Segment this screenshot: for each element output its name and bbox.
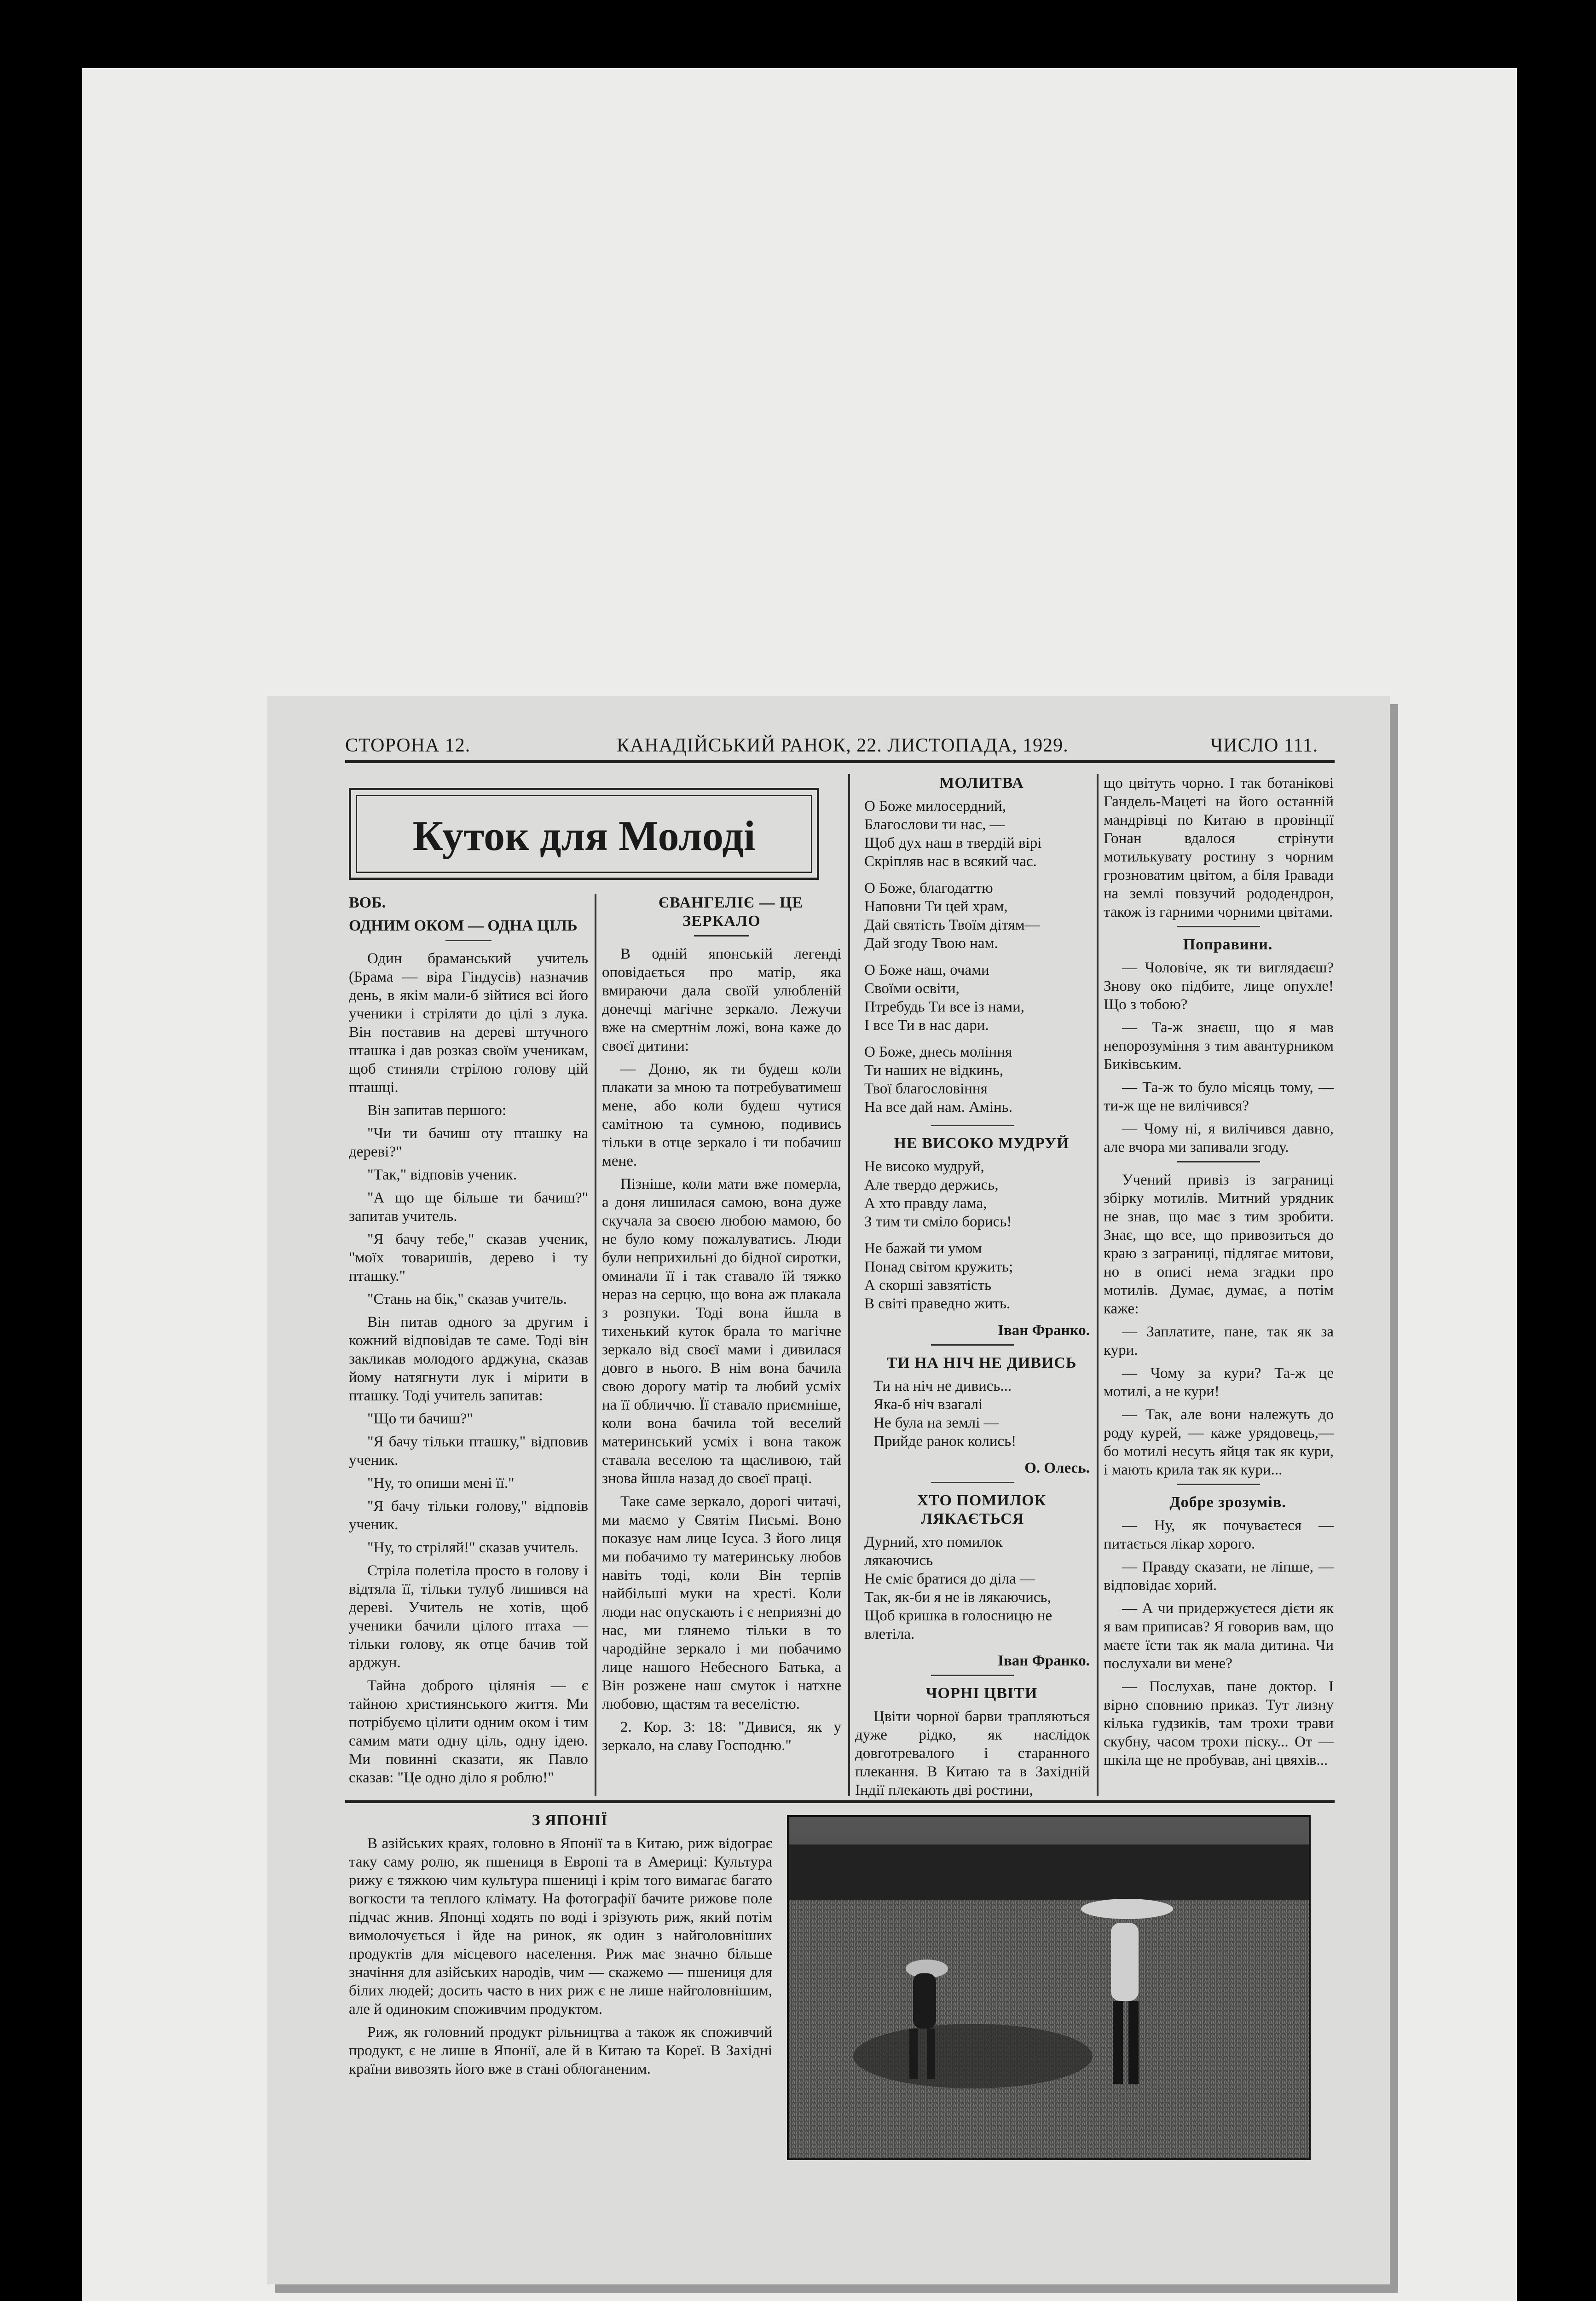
joke-heading: Поправини.: [1183, 936, 1273, 953]
masthead: КАНАДІЙСЬКИЙ РАНОК, 22. ЛИСТОПАДА, 1929.: [617, 735, 1069, 756]
column-1: [349, 894, 588, 1792]
rice-field-photo: [787, 1815, 1311, 2160]
paragraph: — Чому ні, я вилічився давно, але вчора ми запивали згоду.: [1104, 1121, 1334, 1156]
poem-stanza: О Боже, благодаттю Наповни Ти цей храм, Дай святість Твоїм дітям— Дай згоду Твою нам.: [864, 880, 1040, 952]
column-4: [1104, 774, 1334, 1774]
paragraph: "Ну, то опиши мені її.": [367, 1475, 515, 1492]
paragraph: — Та-ж знаєш, що я мав непорозуміння з тим авантурником Биківським.: [1104, 1019, 1334, 1073]
article-heading: З ЯПОНІЇ: [532, 1812, 608, 1829]
separator: [931, 1125, 1014, 1126]
poem-stanza: О Боже, днесь моління Ти наших не відкинь, Твої благословіння На все дай нам. Амінь.: [864, 1044, 1012, 1116]
paragraph: "Так," відповів ученик.: [367, 1167, 517, 1183]
header-rule: [345, 760, 1335, 763]
separator: [931, 1675, 1014, 1676]
paragraph: "А що ще більше ти бачиш?" запитав учитель.: [349, 1190, 588, 1225]
separator: [1177, 926, 1260, 927]
page-number: СТОРОНА 12.: [345, 735, 471, 756]
paragraph: — Доню, як ти будеш коли плакати за мною та потребуватимеш мене, або коли будеш чутися самітною та сумною, подивись тільки в отце зеркало і ти побачиш мене.: [602, 1061, 841, 1169]
issue-number: ЧИСЛО 111.: [1210, 735, 1318, 756]
japan-article: [349, 1811, 772, 2083]
paragraph: В одній японській легенді оповідається про матір, яка вмираючи дала своїй улюбленій донечці магічне зеркало. Лежучи вже на смертнім ложі, вона каже до своєї дитини:: [602, 946, 841, 1054]
paragraph: — Та-ж то було місяць тому, — ти-ж ще не вилічився?: [1104, 1079, 1334, 1114]
paragraph: В азійських краях, головно в Японії та в Китаю, риж відограє таку саму ролю, як пшениця в Европі та в Америці: Культура рижу є тяжкою чим культура пшениці і крім того вимагає багато вогкости та теплого клімату. На фотографії бачите рижове поле підчас жнив. Японці ходять по воді і зрізують риж, який потім вимолочується і йде на ринок, як один з найголовніших продуктів для місцевого населення. Риж має значно більше значіння для азійських народів, чим — скажемо — пшениця для білих людей; досить часто в них риж є не лише найголовнішим, але й одиноким споживчим продуктом.: [349, 1835, 772, 2018]
separator: [445, 940, 492, 941]
poem-author: О. Олесь.: [1024, 1460, 1090, 1476]
paragraph: Риж, як головний продукт рільництва а також як споживчий продукт, є не лише в Японії, але й в Китаю та Кореї. В Західні країни вивозять його вже в стані облоганеним.: [349, 2024, 772, 2077]
paragraph: "Я бачу тільки голову," відповів ученик.: [349, 1498, 588, 1533]
paragraph: — Чому за кури? Та-ж це мотилі, а не кури!: [1104, 1365, 1334, 1400]
paragraph: — Заплатите, пане, так як за кури.: [1104, 1324, 1334, 1359]
poem-author: Іван Франко.: [998, 1653, 1090, 1669]
poem-stanza: Не бажай ти умом Понад світом кружить; А скорші завзятість В світі праведно жить.: [864, 1240, 1013, 1312]
column-3: [855, 774, 1090, 1804]
section-rule: [345, 1800, 1335, 1803]
poem-heading: МОЛИТВА: [939, 775, 1024, 792]
paragraph: Один браманський учитель (Брама — віра Гіндусів) назначив день, в якім мали-б зійтися всі його ученики і стріляти до цілі з лука. Він поставив на дереві штучного пташка і дав розказ своїм ученикам, щоб стиняли стрілою голову цій пташці.: [349, 950, 588, 1096]
article-heading: ЄВАНГЕЛІЄ — ЦЕ ЗЕРКАЛО: [658, 894, 804, 930]
paragraph: — Послухав, пане доктор. І вірно сповнию приказ. Тут лизну кілька гудзиків, там трохи трави скубну, часом трохи піску... От — шкіла ще не пробував, ані цвяхів...: [1104, 1678, 1334, 1769]
paragraph: "Ну, то стріляй!" сказав учитель.: [367, 1539, 578, 1556]
column-rule: [595, 894, 596, 1796]
paragraph: 2. Кор. 3: 18: "Дивися, як у зеркало, на славу Господню.": [602, 1719, 841, 1754]
poem-stanza: Ти на ніч не дивись... Яка-б ніч взагалі Не була на землі — Прийде ранок колись!: [873, 1378, 1017, 1450]
paragraph: — Чоловіче, як ти виглядаєш? Знову око підбите, лице опухле! Що з тобою?: [1104, 960, 1334, 1013]
paragraph: Тайна доброго цілянія — є тайною християнського життя. Ми потрібуємо цілити одним оком і тим самим мати одну ціль, одну ідею. Ми повинні сказати, як Павло сказав: "Це одно діло я роблю!": [349, 1677, 588, 1786]
paragraph: — Правду сказати, не ліпше, — відповідає хорий.: [1104, 1559, 1334, 1594]
separator: [694, 935, 749, 937]
newspaper-page: [267, 696, 1390, 2284]
kicker: ВОБ.: [349, 894, 386, 911]
paragraph: Він запитав першого:: [367, 1102, 507, 1119]
column-rule: [1097, 774, 1099, 1796]
poem-heading: ХТО ПОМИЛОК ЛЯКАЄТЬСЯ: [917, 1492, 1047, 1527]
poem-heading: ТИ НА НІЧ НЕ ДИВИСЬ: [886, 1354, 1077, 1371]
paragraph: Пізніше, коли мати вже померла, а доня лишилася самою, вона дуже скучала за своєю любою мамою, бо не було кому пожалуватись. Люди були неприхильні до бідної сиротки, оминали її і так ставало їй тяжко нераз на серцю, що вона аж плакала з розпуки. Тоді вона йшла в тихенький куток брала то магічне зеркало від своєї мами і дивилася довго в нього. В нім вона бачила свою дорогу матір та любий усміх на її обличчю. Її ставало приємніше, коли вона бачила той веселий материнський усміх і вона також ставала веселою та щасливою, тай знова йшла назад до своєї праці.: [602, 1176, 841, 1487]
separator: [1177, 1161, 1260, 1162]
article-heading: ЧОРНІ ЦВІТИ: [925, 1685, 1038, 1702]
section-title-box: [349, 788, 819, 880]
paragraph: — Так, але вони належуть до роду курей, — каже урядовець,—бо мотилі несуть яйця так як кури, і мають крила так як кури...: [1104, 1406, 1334, 1478]
paragraph: Він питав одного за другим і кожний відповідав те саме. Тоді він закликав молодого арджуна, сказав йому натягнути лук і мірити в пташку. Тоді учитель запитав:: [349, 1314, 588, 1404]
column-rule: [848, 774, 850, 1796]
joke-heading: Добре зрозумів.: [1169, 1494, 1286, 1511]
paragraph: "Чи ти бачиш оту пташку на дереві?": [349, 1125, 588, 1160]
paragraph: "Стань на бік," сказав учитель.: [367, 1291, 567, 1307]
poem-heading: НЕ ВИСОКО МУДРУЙ: [894, 1135, 1070, 1152]
paragraph: що цвітуть чорно. І так ботанікові Гандель-Мацеті на його останній мандрівці по Китаю в провінції Гонан вдалося стрінути мотилькувату ростину з чорним грозноватим цвітом, а біля Іравади на землі повзучий рододендрон, також із гарними чорними цвітами.: [1104, 775, 1334, 920]
paragraph: "Я бачу тебе," сказав ученик, "моїх товаришів, дерево і ту пташку.": [349, 1231, 588, 1284]
paragraph: Таке саме зеркало, дорогі читачі, ми маємо у Святім Письмі. Воно показує нам лице Ісуса. З його лиця ми побачимо ту материнську любов навіть тоді, коли Він терпів найбільші муки на хресті. Коли люди нас опускають і є неприязні до нас, ми глянемо тільки в то чародійне зеркало і ми побачимо лице нашого Небесного Батька, а Він розжене наш смуток і натхне любовю, щастям та веселістю.: [602, 1493, 841, 1712]
paragraph: — А чи придержуєтеся дієти як я вам приписав? Я говорив вам, що маєте їсти так як мала дитина. Чи послухали ви мене?: [1104, 1600, 1334, 1672]
paragraph: Цвіти чорної барви трапляються дуже рідко, як наслідок довготревалого і старанного плекання. В Китаю та в Західній Індії плекають дві ростини,: [855, 1708, 1090, 1798]
poem-stanza: О Боже наш, очами Своїми освіти, Птребудь Ти все із нами, І все Ти в нас дари.: [864, 962, 1024, 1034]
article-heading: ОДНИМ ОКОМ — ОДНА ЦІЛЬ: [349, 917, 578, 934]
paragraph: — Ну, як почуваєтеся — питається лікар хорого.: [1104, 1517, 1334, 1552]
separator: [1177, 1484, 1260, 1485]
poem-stanza: О Боже милосердний, Благослови ти нас, — Щоб дух наш в твердій вірі Скріпляв нас в всякий час.: [864, 798, 1042, 870]
column-2: [602, 894, 841, 1759]
poem-author: Іван Франко.: [998, 1322, 1090, 1339]
separator: [931, 1344, 1014, 1346]
paragraph: Учений привіз із загрaниці збірку мотилів. Митний урядник не знав, що має з тим зробити. Знає, що все, що привозиться до краю з заграниці, підлягає митови, но в описі нема згадки про мотилів. Думає, думає, а потім каже:: [1104, 1172, 1334, 1317]
separator: [931, 1482, 1014, 1483]
section-title: Куток для Молоді: [412, 812, 756, 859]
poem-stanza: Не високо мудруй, Але твердо держись, А хто правду лама, З тим ти сміло борись!: [864, 1158, 1012, 1230]
paragraph: Стріла полетіла просто в голову і відтяла її, тільки тулуб лишився на дереві. Учитель не хотів, щоб ученики бачили цілого птаха — тільки голову, як отце бачив той арджун.: [349, 1562, 588, 1671]
poem-stanza: Дурний, хто помилок лякаючись Не сміє братися до діла — Так, як-би я не ів лякаючись, Щоб кришка в голосницю не влетіла.: [864, 1534, 1052, 1642]
paragraph: "Я бачу тільки пташку," відповив ученик.: [349, 1434, 588, 1468]
paragraph: "Що ти бачиш?": [367, 1411, 473, 1427]
